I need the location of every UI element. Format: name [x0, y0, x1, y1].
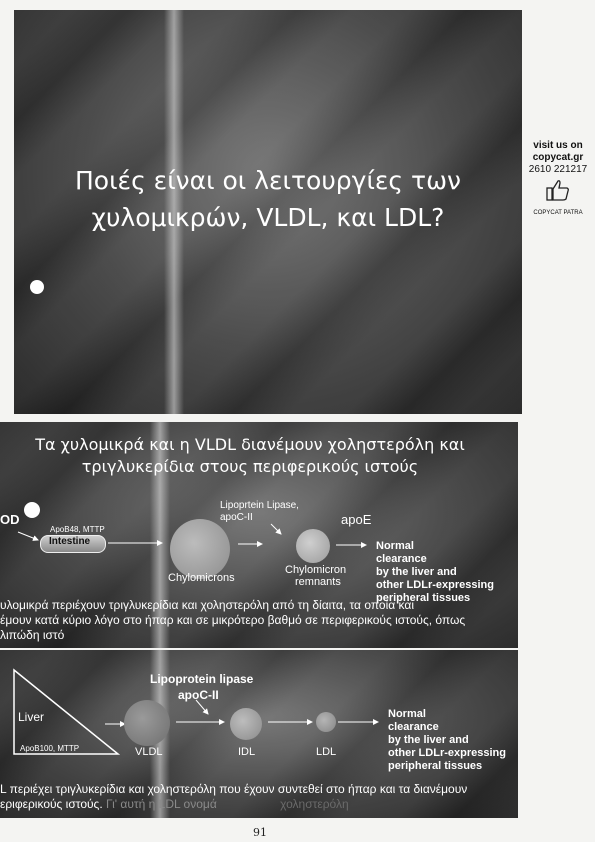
slide-3: [0, 650, 518, 818]
idl-circle: [230, 708, 262, 740]
clearance-line: peripheral tissues: [388, 760, 483, 772]
arrow: [196, 700, 208, 714]
slide-1-title-line-1: Ποιές είναι οι λειτουργίες των: [75, 166, 461, 195]
slide-3-clearance-text: [388, 708, 506, 773]
paragraph-line: έμουν κατά κύριο λόγο στο ήπαρ και σε μικρότερο βαθμό σε περιφερικούς ιστούς, όπως: [0, 613, 466, 627]
ldl-label: LDL: [316, 746, 337, 758]
annotation-phone: 2610 221217: [528, 164, 588, 175]
lipase-label-line-2: apoC-II: [178, 688, 219, 702]
slide-2-title-line-2: τριγλυκερίδια στους περιφερικούς ιστούς: [81, 457, 419, 476]
remnants-label-line-2: remnants: [295, 576, 341, 588]
lipase-label-line-1: Lipoprtein Lipase,: [220, 500, 299, 511]
paragraph-segment: εριφερικούς ιστούς.: [0, 797, 103, 811]
copycat-annotation: [522, 140, 594, 217]
ldl-circle: [316, 712, 336, 732]
slide-2-title-line-1: Τα χυλομικρά και η VLDL διανέμουν χοληστερόλη και: [35, 435, 465, 454]
slide-1: [14, 10, 522, 414]
apob48-label: ApoB48, MTTP: [50, 525, 105, 534]
annotation-brand: COPYCAT PATRA: [533, 210, 583, 216]
clearance-line: other LDLr-expressing: [376, 579, 494, 591]
slide-3-paragraph: [0, 782, 467, 812]
lipase-label-line-1: Lipoprotein lipase: [150, 672, 254, 686]
slide-1-title-line-2: χυλομικρών, VLDL, και LDL?: [91, 203, 445, 232]
paragraph-segment-faded: Γι' αυτή η LDL ονομά: [106, 797, 217, 811]
clearance-line: other LDLr-expressing: [388, 747, 506, 759]
clearance-line: by the liver and: [388, 734, 469, 746]
slide-1-title: [14, 162, 522, 236]
annotation-line-2: copycat.gr: [532, 152, 584, 163]
apob100-label: ApoB100, MTTP: [20, 744, 80, 753]
liver-label: Liver: [18, 710, 45, 724]
paragraph-line: L περιέχει τριγλυκερίδια και χοληστερόλη που έχουν συντεθεί στο ήπαρ και τα διανέμουν: [0, 782, 468, 796]
vldl-label: VLDL: [135, 746, 163, 758]
clearance-line: clearance: [388, 721, 439, 733]
vldl-circle: [124, 700, 170, 746]
clearance-line: peripheral tissues: [376, 592, 471, 604]
arrow: [18, 532, 38, 540]
page-number: 91: [253, 826, 267, 839]
intestine-label: Intestine: [49, 536, 91, 547]
annotation-line-1: visit us on: [533, 140, 583, 151]
clearance-line: Normal: [376, 540, 414, 552]
slide-2: [0, 422, 518, 648]
paragraph-line: [0, 797, 467, 812]
apoe-label: apoE: [341, 512, 372, 527]
thumbs-up-icon: [545, 178, 571, 202]
paragraph-segment-faded: χοληστερόλη: [280, 797, 349, 811]
slide-2-paragraph: [0, 598, 465, 643]
od-label: OD: [0, 512, 20, 527]
clearance-line: clearance: [376, 553, 427, 565]
lipase-label-line-2: apoC-II: [220, 512, 253, 523]
paragraph-line: υλομικρά περιέχουν τριγλυκερίδια και χοληστερόλη από τη δίαιτα, τα οποία και: [0, 598, 414, 612]
remnants-label-line-1: Chylomicron: [285, 564, 347, 576]
chylomicrons-label: Chylomicrons: [168, 572, 235, 584]
clearance-line: by the liver and: [376, 566, 457, 578]
idl-label: IDL: [238, 746, 256, 758]
bullet-dot: [30, 280, 44, 294]
clearance-line: Normal: [388, 708, 426, 720]
paragraph-line: λιπώδη ιστό: [0, 628, 65, 642]
arrow: [271, 524, 281, 534]
